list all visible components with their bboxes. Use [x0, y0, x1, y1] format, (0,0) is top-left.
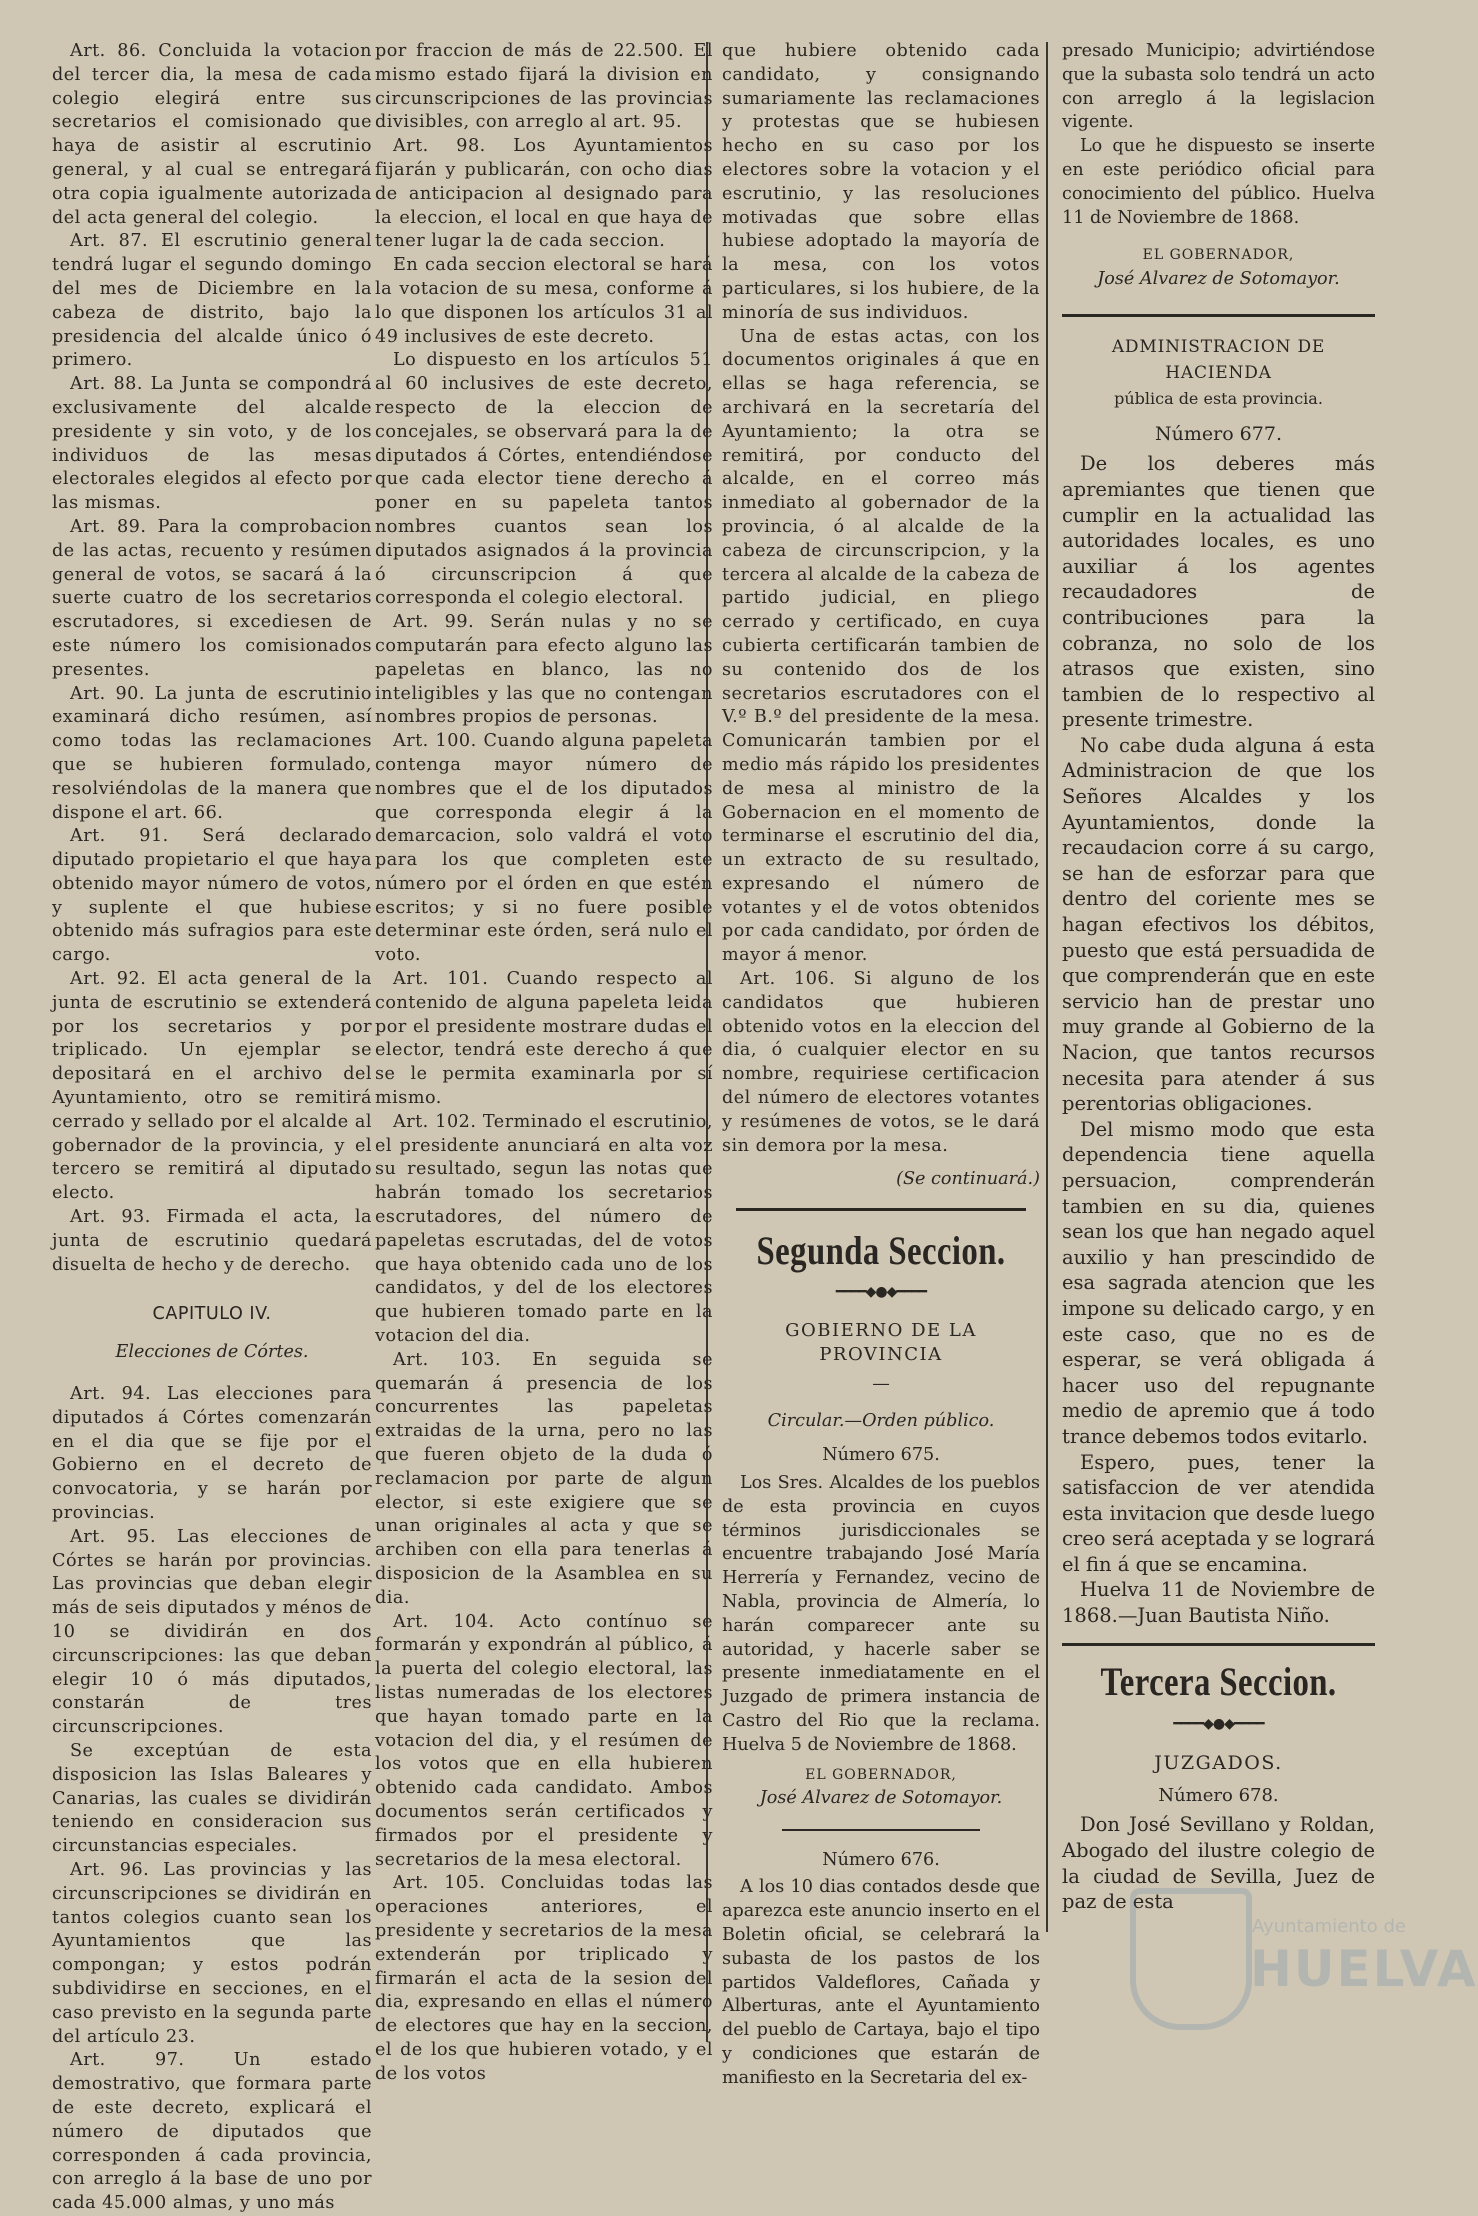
signature-block — [722, 1764, 1040, 1812]
paragraph: por fraccion de más de 22.500. El mismo estado fijará la division en circunscripciones de las provincias divisibles, con arreglo al art. 95. — [375, 41, 713, 133]
paragraph: De los deberes más apremiantes que tienen que cumplir en la actualidad las autoridades locales, es uno auxiliar á los agentes recaudadores de contribuciones para la cobranza, no solo de los atrasos que existen, sino tambien de lo respectivo al presente trimestre. — [1062, 452, 1375, 732]
paragraph: No cabe duda alguna á esta Administracion de que los Señores Alcaldes y los Ayuntamientos, donde la recaudacion corre á su cargo, se han de esforzar para que dentro del coriente mes se hagan efectivos los débitos, puesto que está persuadida de que comprenderán que en este servicio han de prestar uno muy grande al Gobierno de la Nacion, que tantos recursos necesita para atender á sus perentorias obligaciones. — [1062, 733, 1375, 1116]
section-divider — [1062, 314, 1375, 317]
signature-title: EL GOBERNADOR, — [805, 1766, 957, 1783]
notice-number-676: Número 676. — [822, 1849, 940, 1870]
paragraph: Huelva 11 de Noviembre de 1868.—Juan Bautista Niño. — [1062, 1578, 1375, 1628]
circular-subtitle: Circular.—Orden público. — [767, 1411, 995, 1432]
paragraph: Art. 91. Será declarado diputado propietario el que haya obtenido mayor número de votos, y suplente el que hubiese obtenido más sufragios para este cargo. — [52, 826, 372, 966]
paragraph: Se exceptúan de esta disposicion las Islas Baleares y Canarias, las cuales se dividirán teniendo en consideracion sus circunstancias especiales. — [52, 1740, 372, 1857]
column-2 — [375, 40, 713, 2087]
juzgados-heading: JUZGADOS. — [1154, 1752, 1283, 1775]
paragraph: Lo dispuesto en los artículos 51 al 60 inclusives de este decreto, respecto de la eleccion de concejales, se observará para la de diputados á Córtes, entendiéndose que cada elector tiene derecho á poner en su papeleta tantos nombres cuantos sean los diputados asignados á la provincia ó circunscripcion á que corresponda el colegio electoral. — [375, 350, 713, 609]
paragraph: Art. 90. La junta de escrutinio examinará dicho resúmen, así como todas las reclamaciones que se hubieren formulado, resolviéndolas de la manera que dispone el art. 66. — [52, 683, 372, 823]
notice-676-text: A los 10 dias contados desde que aparezca este anuncio inserto en el Boletin oficial, se celebrará la subasta de los pastos de los partidos Valdeflores, Cañada y Alberturas, ante el Ayuntamiento del pueblo de Cartaya, bajo el tipo y condiciones que estarán de manifiesto en la Secretaria del ex- — [722, 1877, 1040, 2088]
watermark-line1: Ayuntamiento de — [1252, 1916, 1406, 1937]
continued-note: (Se continuará.) — [896, 1169, 1040, 1190]
signature-name: José Alvarez de Sotomayor. — [759, 1788, 1003, 1809]
paragraph: Del mismo modo que esta dependencia tiene aquella persuacion, comprenderán tambien en su dia, quienes sean los que han negado aquel auxilio y han prescindido de esa sagrada atencion que les impone su delicado cargo, y en este caso, que no es de esperar, se verá obligada á hacer uso del repugnante medio de apremio que á todo trance debemos todos evitarlo. — [1062, 1117, 1375, 1448]
section-title-tercera: Tercera Seccion. — [1100, 1658, 1337, 1704]
paragraph: Art. 101. Cuando respecto al contenido de alguna papeleta leida por el presidente mostrare dudas el elector, tendrá este derecho á que se le permita examinarla por sí mismo. — [375, 969, 713, 1109]
notice-number-675: Número 675. — [822, 1445, 940, 1466]
paragraph: Art. 105. Concluidas todas las operaciones anteriores, el presidente y secretarios de la mesa extenderán por triplicado y firmarán el acta de la sesion del dia, expresando en ellas el número de electores que hay en la seccion, el de los que hubieren votado, y el de los votos — [375, 1873, 713, 2084]
signature-block-2 — [1062, 244, 1375, 292]
paragraph: Art. 103. En seguida se quemarán á presencia de los concurrentes las papeletas extraidas de la urna, pero no las que fueren objeto de la duda ó reclamacion por parte de algun elector, si este exigiere que se unan originales al acta y que se archiben con ella para tenerlas á disposicion de la Asamblea en su dia. — [375, 1349, 713, 1608]
paragraph: Art. 100. Cuando alguna papeleta contenga mayor número de nombres que el de los diputados que corresponda elegir á la demarcacion, solo valdrá el voto para los que completen este número por el órden en que estén escritos; y si no fuere posible determinar este órden, será nulo el voto. — [375, 731, 713, 966]
watermark-line2: HUELVA — [1250, 1940, 1478, 1998]
paragraph: Art. 93. Firmada el acta, la junta de escrutinio quedará disuelta de hecho y de derecho. — [52, 1207, 372, 1275]
paragraph: Art. 106. Si alguno de los candidatos que hubieren obtenido votos en la eleccion del dia, ó cualquier elector en su nombre, requiriese certificacion del número de electores votantes y resúmenes de votos, se le dará sin demora por la mesa. — [722, 969, 1040, 1156]
paragraph: Art. 102. Terminado el escrutinio, el presidente anunciará en alta voz su resultado, segun las notas que habrán tomado los secretarios escrutadores, del número de papeletas escrutadas, del de votos que haya obtenido cada uno de los candidatos, y del de los electores que hubieren tomado parte en la votacion del dia. — [375, 1111, 713, 1347]
column-3 — [722, 40, 1040, 2091]
paragraph: Art. 94. Las elecciones para diputados á Córtes comenzarán en el dia que se fije por el Gobierno en el decreto de convocatoria, y se harán por provincias. — [52, 1384, 372, 1524]
paragraph: Una de estas actas, con los documentos originales á que en ellas se haga referencia, se archivará en la secretaría del Ayuntamiento; la otra se remitirá, por conducto del alcalde, en el correo más inmediato al gobernador de la provincia, ó al alcalde de la cabeza de circunscripcion, y la tercera al alcalde de la cabeza de partido judicial, en pliego cerrado y certificado, en cuya cubierta certificarán tambien de su contenido dos de los secretarios escrutadores con el V.º B.º del presidente de la mesa. Comunicarán tambien por el medio más rápido los presidentes de mesa al ministro de la Gobernacion en el momento de terminarse el escrutinio del dia, un extracto de su resultado, expresando el número de votantes y el de votos obtenidos por cada candidato, por órden de mayor á menor. — [722, 326, 1040, 966]
notice-675-text: Los Sres. Alcaldes de los pueblos de esta provincia en cuyos términos jurisdiccionales se encuentre trabajando José María Herrería y Fernandez, vecino de Nabla, provincia de Almería, lo harán comparecer ante su autoridad, y hacerle saber se presente inmediatamente en el Juzgado de primera instancia de Castro del Rio que la reclama. Huelva 5 de Noviembre de 1868. — [722, 1473, 1040, 1755]
paragraph: Art. 104. Acto contínuo se formarán y expondrán al público, á la puerta del colegio electoral, las listas numeradas de los electores que hayan tomado parte en la votacion del dia, y el resúmen de los votos que en ella hubieren obtenido cada candidato. Ambos documentos serán certificados y firmados por el presidente y secretarios de la mesa electoral. — [375, 1611, 713, 1870]
administracion-subheading: pública de esta provincia. — [1114, 389, 1323, 409]
paragraph: Art. 87. El escrutinio general tendrá lugar el segundo domingo del mes de Diciembre en la cabeza de distrito, bajo la presidencia del alcalde único ó primero. — [52, 231, 372, 371]
paragraph: Art. 98. Los Ayuntamientos fijarán y publicarán, con ocho dias de anticipacion al designado para la eleccion, el local en que haya de tener lugar la de cada seccion. — [375, 136, 713, 252]
section-title-segunda: Segunda Seccion. — [756, 1228, 1006, 1274]
paragraph: Art. 97. Un estado demostrativo, que formara parte de este decreto, explicará el número de diputados que corresponden á cada provincia, con arreglo á la base de uno por cada 45.000 almas, y uno más — [52, 2050, 372, 2214]
section-divider — [736, 1208, 1026, 1211]
column-1 — [52, 40, 372, 2216]
signature-title: EL GOBERNADOR, — [1142, 247, 1295, 264]
paragraph: Art. 96. Las provincias y las circunscripciones se dividirán en tantos colegios cuanto sean los Ayuntamientos que las compongan; y estos podrán subdividirse en secciones, en el caso previsto en la segunda parte del artículo 23. — [52, 1859, 372, 2047]
chapter-subtitle: Elecciones de Córtes. — [115, 1342, 309, 1363]
notice-678-text: Don José Sevillano y Roldan, Abogado del ilustre colegio de la ciudad de Sevilla, Juez de paz de esta — [1062, 1813, 1375, 1914]
paragraph: Art. 89. Para la comprobacion de las actas, recuento y resúmen general de votos, se sacará á la suerte cuatro de los secretarios escrutadores, si excediesen de este número los comisionados presentes. — [52, 516, 372, 680]
column-4 — [1062, 40, 1375, 1915]
ornament-divider: ━━━━◆●◆━━━━ — [835, 1284, 927, 1301]
paragraph: Lo que he dispuesto se inserte en este periódico oficial para conocimiento del público. Huelva 11 de Noviembre de 1868. — [1062, 136, 1375, 228]
notice-number-678: Número 678. — [1158, 1784, 1279, 1806]
notice-divider — [782, 1829, 980, 1831]
articles-94-97 — [52, 1383, 372, 2216]
column-rule-3 — [1046, 42, 1048, 1932]
notice-676-continued — [1062, 40, 1375, 292]
paragraph: Espero, pues, tener la satisfaccion de ver atendida esta invitacion que desde luego creo será aceptada y se logrará el fin á que se encamina. — [1062, 1450, 1375, 1576]
signature-name: José Alvarez de Sotomayor. — [1097, 269, 1340, 290]
paragraph: Art. 92. El acta general de la junta de escrutinio se extenderá por los secretarios y por triplicado. Un ejemplar se depositará en el archivo del Ayuntamiento, otro se remitirá cerrado y sellado por el alcalde al gobernador de la provincia, y el tercero se remitirá al diputado electo. — [52, 969, 372, 1204]
gobierno-heading: GOBIERNO DE LA PROVINCIA — [785, 1320, 977, 1365]
ornament-divider: ━━━━◆●◆━━━━ — [1173, 1715, 1264, 1732]
short-dash: — — [872, 1373, 890, 1394]
paragraph: En cada seccion electoral se hará la votacion de su mesa, conforme á lo que disponen los artículos 31 al 49 inclusives de este decreto. — [375, 255, 713, 347]
watermark-logo — [1090, 1880, 1478, 2030]
chapter-title: CAPITULO IV. — [152, 1304, 272, 1325]
paragraph: que hubiere obtenido cada candidato, y consignando sumariamente las reclamaciones y protestas que se hubiesen hecho en su caso por los electores sobre la votacion y el escrutinio, y las resoluciones motivadas que sobre ellas hubiese adoptado la mayoría de la mesa, con los votos particulares, si los hubiere, de la minoría de sus individuos. — [722, 41, 1040, 323]
notice-number-677: Número 677. — [1155, 422, 1282, 445]
paragraph: presado Municipio; advirtiéndose que la subasta solo tendrá un acto con arreglo á la legislacion vigente. — [1062, 41, 1375, 133]
shield-icon — [1130, 1888, 1252, 2030]
paragraph: Art. 95. Las elecciones de Córtes se harán por provincias. Las provincias que deban elegir más de seis diputados y ménos de 10 se dividirán en dos circunscripciones: las que deban elegir 10 ó más diputados, constarán de tres circunscripciones. — [52, 1526, 372, 1738]
section-divider — [1062, 1643, 1375, 1646]
articles-86-93 — [52, 40, 372, 1277]
administracion-heading: ADMINISTRACION DE HACIENDA — [1111, 336, 1326, 383]
paragraph: Art. 86. Concluida la votacion del tercer dia, la mesa de cada colegio elegirá entre sus secretarios el comisionado que haya de asistir al escrutinio general, y al cual se entregará otra copia igualmente autorizada del acta general del colegio. — [52, 41, 372, 228]
paragraph: Art. 99. Serán nulas y no se computarán para efecto alguno las papeletas en blanco, las no inteligibles y las que no contengan nombres propios de personas. — [375, 612, 713, 728]
paragraph: Art. 88. La Junta se compondrá exclusivamente del alcalde presidente y sin voto, y de los individuos de las mesas electorales elegidos al efecto por las mismas. — [52, 374, 372, 514]
